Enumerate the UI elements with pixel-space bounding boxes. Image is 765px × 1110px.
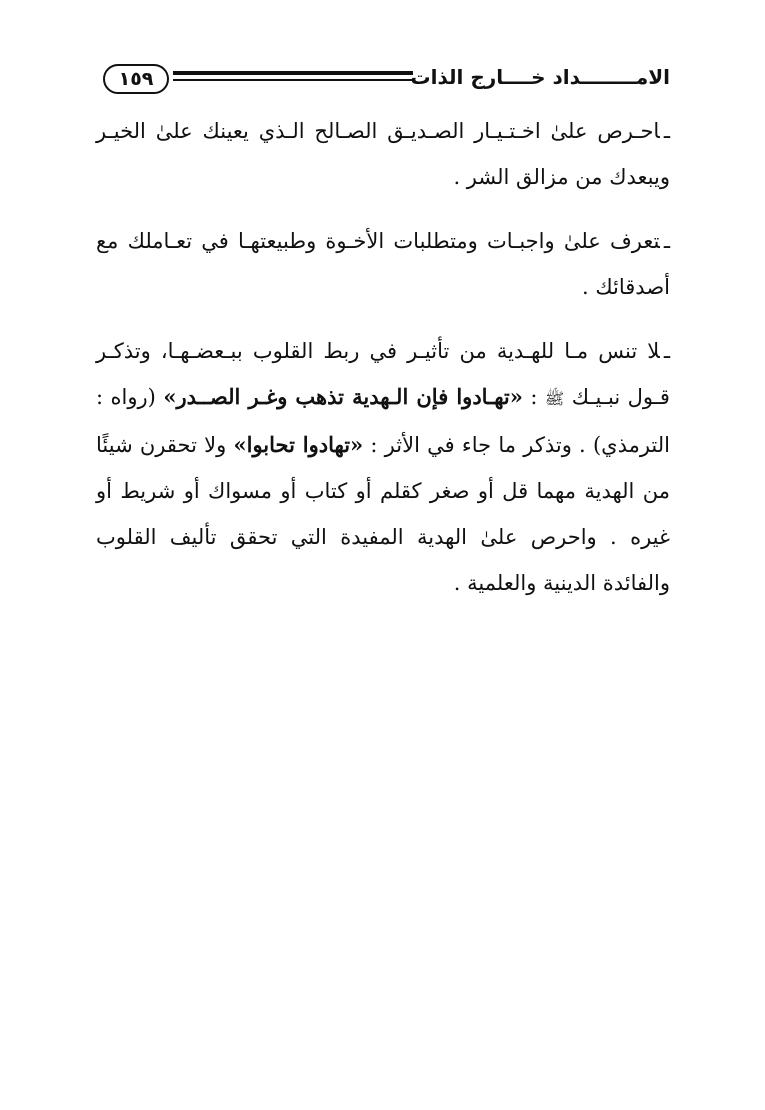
athar-quote: «تهادوا تحابوا» (233, 432, 364, 457)
paragraph-intro: لا تنس مـا للهـدية من تأثيـر في ربط القلوب ببـعضـهـا، وتذكـر قـول نبـيـك (96, 339, 670, 409)
bullet-dash: ـ (663, 119, 670, 143)
hadith-quote: «تهـادوا فإن الـهدية تذهب وغـر الصــدر» (163, 384, 523, 409)
header-rule-thin-line (173, 79, 413, 81)
bullet-dash: ـ (663, 339, 670, 363)
page-number: ١٥٩ (103, 64, 169, 94)
header-rule (173, 68, 413, 86)
paragraph-text: تعرف علىٰ واجبـات ومتطلبات الأخـوة وطبيعتهـا في تعـاملك مع أصدقائك . (96, 229, 670, 299)
running-title: الامــــــــداد خــــارج الذات (410, 65, 670, 89)
paragraph-gifts (96, 328, 670, 606)
paragraph-text: احـرص علىٰ اخـتـيـار الصـديـق الصـالح الـذي يعينك علىٰ الخيـر ويبعدك من مزالق الشر . (96, 119, 670, 189)
paragraph-choose-friend (96, 108, 670, 200)
hadith-source: (رواه : الترمذي) . وتذكر ما جاء في الأثر : (96, 385, 671, 457)
bullet-dash: ـ (663, 229, 670, 253)
paragraph-continuation: ولا تحقرن شيئًا من الهدية مهما قل أو صغر كقلم أو كتاب أو مسواك أو شريط أو غيره . واحرص علىٰ الهدية المفيدة التي تحقق تأليف القلوب والفائدة الدينية والعلمية . (96, 433, 670, 595)
colon: : (522, 385, 545, 409)
paragraph-brotherhood-duties (96, 218, 670, 310)
page-header (95, 60, 670, 104)
header-rule-thick-line (173, 71, 413, 75)
page-body (96, 108, 670, 606)
salla-ligature: ﷺ (544, 389, 565, 408)
